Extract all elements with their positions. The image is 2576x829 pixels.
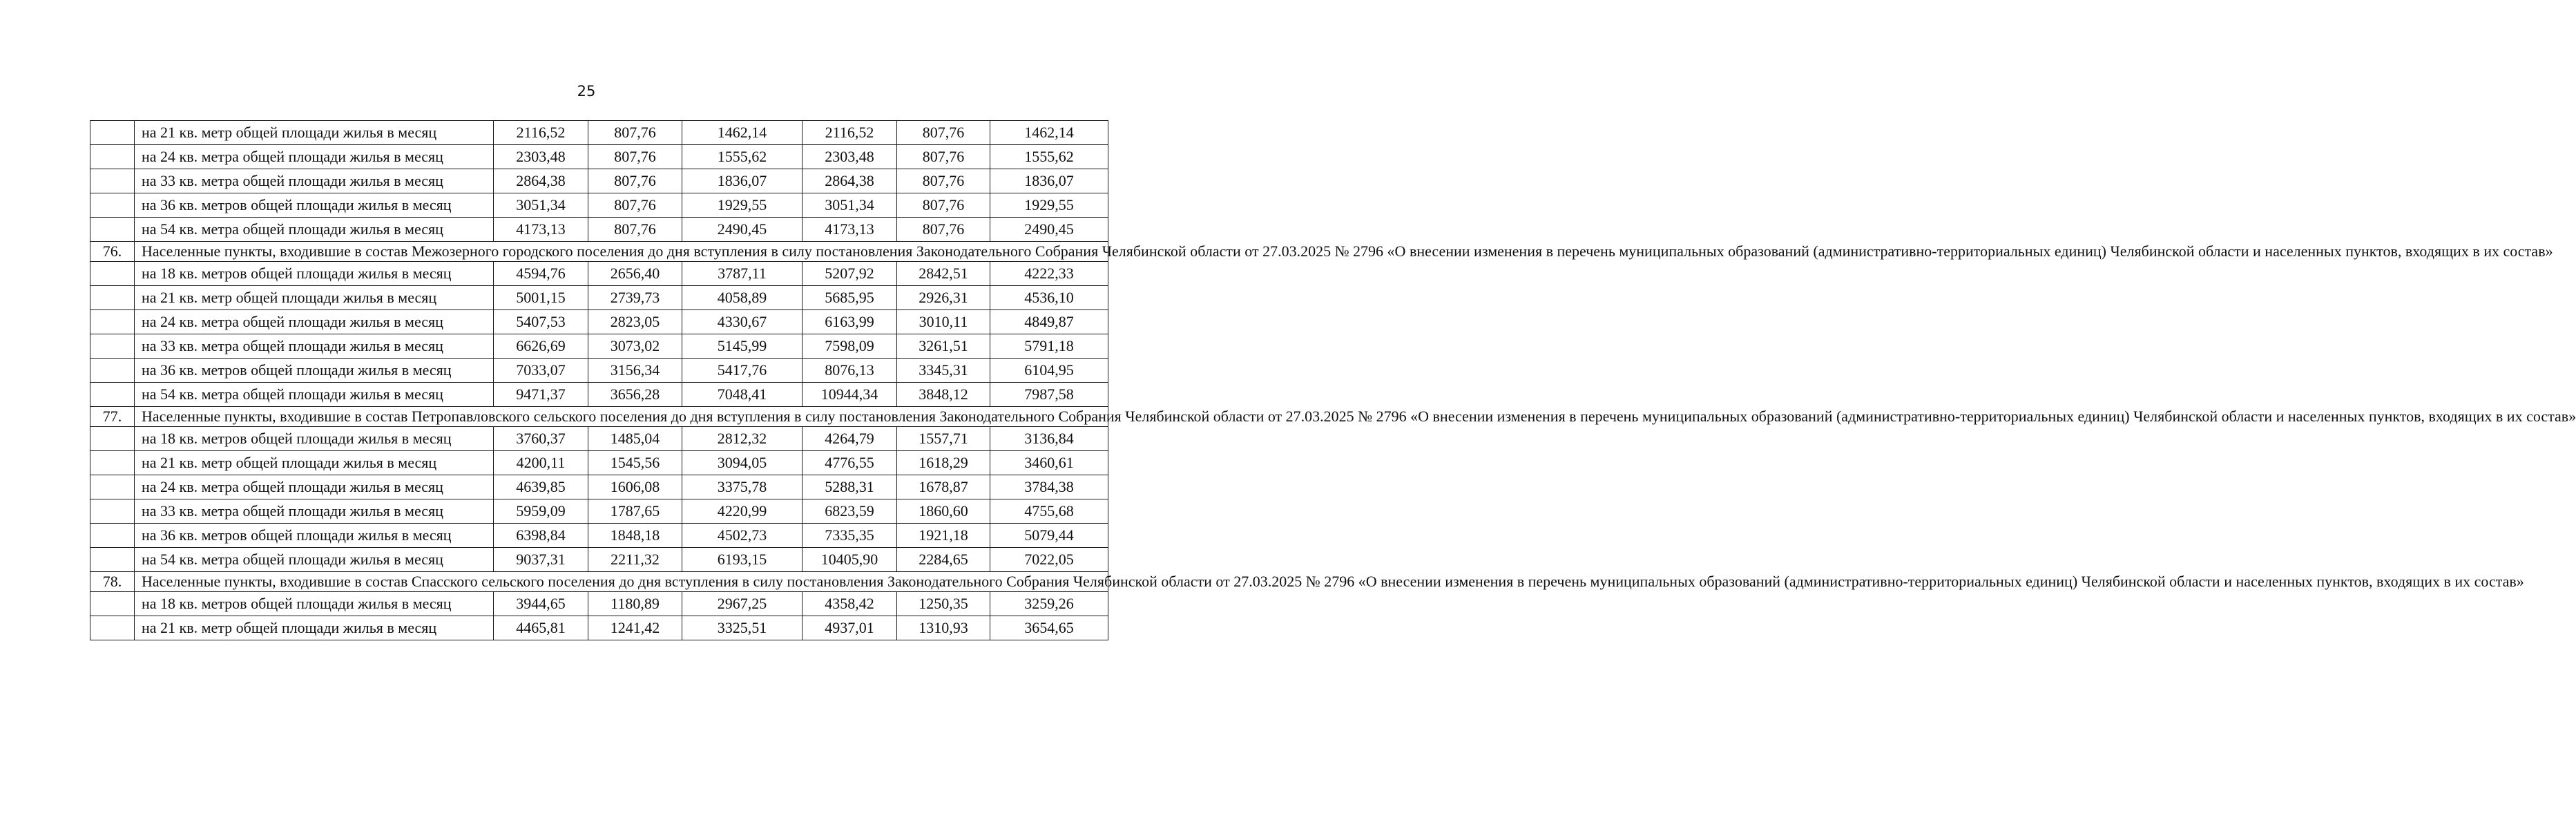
value-cell: 7048,41 xyxy=(682,383,802,407)
tariff-table xyxy=(90,120,2576,640)
row-label: на 54 кв. метра общей площади жилья в месяц xyxy=(135,218,494,242)
row-label: на 33 кв. метра общей площади жилья в месяц xyxy=(135,169,494,193)
value-cell: 2303,48 xyxy=(494,145,588,169)
row-label: на 36 кв. метров общей площади жилья в месяц xyxy=(135,359,494,383)
value-cell: 5001,15 xyxy=(494,286,588,310)
value-cell: 2656,40 xyxy=(588,262,682,286)
index-cell-empty xyxy=(90,451,135,475)
index-cell-empty xyxy=(90,193,135,218)
table-row xyxy=(90,499,1108,524)
value-cell: 807,76 xyxy=(588,145,682,169)
value-cell: 5207,92 xyxy=(802,262,897,286)
value-cell: 2864,38 xyxy=(802,169,897,193)
value-cell: 3375,78 xyxy=(682,475,802,499)
index-cell-empty xyxy=(90,475,135,499)
value-cell: 1545,56 xyxy=(588,451,682,475)
row-label: на 54 кв. метра общей площади жилья в месяц xyxy=(135,383,494,407)
index-cell-empty xyxy=(90,310,135,334)
section-index: 77. xyxy=(90,407,135,427)
value-cell: 1557,71 xyxy=(897,427,990,451)
value-cell: 3261,51 xyxy=(897,334,990,359)
value-cell: 6193,15 xyxy=(682,548,802,572)
value-cell: 1310,93 xyxy=(897,616,990,640)
value-cell: 2284,65 xyxy=(897,548,990,572)
value-cell: 2116,52 xyxy=(494,121,588,145)
section-header-row xyxy=(90,242,1108,262)
value-cell: 4849,87 xyxy=(990,310,1108,334)
page-number: 25 xyxy=(577,83,596,99)
value-cell: 2967,25 xyxy=(682,592,802,616)
row-label: на 33 кв. метра общей площади жилья в месяц xyxy=(135,499,494,524)
value-cell: 1836,07 xyxy=(682,169,802,193)
index-cell-empty xyxy=(90,592,135,616)
value-cell: 807,76 xyxy=(588,121,682,145)
value-cell: 2490,45 xyxy=(682,218,802,242)
value-cell: 6626,69 xyxy=(494,334,588,359)
value-cell: 807,76 xyxy=(897,193,990,218)
value-cell: 2490,45 xyxy=(990,218,1108,242)
value-cell: 6163,99 xyxy=(802,310,897,334)
value-cell: 5288,31 xyxy=(802,475,897,499)
table-row xyxy=(90,427,1108,451)
value-cell: 1618,29 xyxy=(897,451,990,475)
row-label: на 33 кв. метра общей площади жилья в месяц xyxy=(135,334,494,359)
value-cell: 2823,05 xyxy=(588,310,682,334)
value-cell: 5685,95 xyxy=(802,286,897,310)
value-cell: 10405,90 xyxy=(802,548,897,572)
row-label: на 18 кв. метров общей площади жилья в месяц xyxy=(135,592,494,616)
table-row xyxy=(90,524,1108,548)
value-cell: 3094,05 xyxy=(682,451,802,475)
value-cell: 3848,12 xyxy=(897,383,990,407)
value-cell: 1180,89 xyxy=(588,592,682,616)
value-cell: 4639,85 xyxy=(494,475,588,499)
value-cell: 4536,10 xyxy=(990,286,1108,310)
value-cell: 3787,11 xyxy=(682,262,802,286)
value-cell: 1241,42 xyxy=(588,616,682,640)
value-cell: 4755,68 xyxy=(990,499,1108,524)
value-cell: 5145,99 xyxy=(682,334,802,359)
section-header-row xyxy=(90,407,1108,427)
index-cell-empty xyxy=(90,145,135,169)
index-cell-empty xyxy=(90,548,135,572)
value-cell: 5407,53 xyxy=(494,310,588,334)
row-label: на 36 кв. метров общей площади жилья в месяц xyxy=(135,193,494,218)
row-label: на 24 кв. метра общей площади жилья в месяц xyxy=(135,310,494,334)
row-label: на 18 кв. метров общей площади жилья в месяц xyxy=(135,262,494,286)
value-cell: 4200,11 xyxy=(494,451,588,475)
value-cell: 3944,65 xyxy=(494,592,588,616)
section-title: Населенные пункты, входившие в состав Межозерного городского поселения до дня вступления в силу постановления Законодательного Собрания Челябинской области от 27.03.2025 № 2796 «О внесении изменения в перечень муниципальных образований (административно-территориальных единиц) Челябинской области и населенных пунктов, входящих в их состав» xyxy=(135,242,1108,262)
value-cell: 2864,38 xyxy=(494,169,588,193)
value-cell: 3460,61 xyxy=(990,451,1108,475)
row-label: на 21 кв. метр общей площади жилья в месяц xyxy=(135,451,494,475)
value-cell: 2926,31 xyxy=(897,286,990,310)
index-cell-empty xyxy=(90,383,135,407)
value-cell: 807,76 xyxy=(897,145,990,169)
index-cell-empty xyxy=(90,499,135,524)
value-cell: 4330,67 xyxy=(682,310,802,334)
index-cell-empty xyxy=(90,286,135,310)
value-cell: 4937,01 xyxy=(802,616,897,640)
value-cell: 7033,07 xyxy=(494,359,588,383)
value-cell: 807,76 xyxy=(588,218,682,242)
value-cell: 1929,55 xyxy=(682,193,802,218)
value-cell: 4220,99 xyxy=(682,499,802,524)
value-cell: 1555,62 xyxy=(682,145,802,169)
table-row xyxy=(90,383,1108,407)
section-index: 76. xyxy=(90,242,135,262)
value-cell: 807,76 xyxy=(588,169,682,193)
index-cell-empty xyxy=(90,359,135,383)
index-cell-empty xyxy=(90,169,135,193)
value-cell: 5079,44 xyxy=(990,524,1108,548)
value-cell: 4358,42 xyxy=(802,592,897,616)
table-row xyxy=(90,548,1108,572)
value-cell: 807,76 xyxy=(897,121,990,145)
value-cell: 1606,08 xyxy=(588,475,682,499)
value-cell: 3051,34 xyxy=(802,193,897,218)
value-cell: 1555,62 xyxy=(990,145,1108,169)
value-cell: 4222,33 xyxy=(990,262,1108,286)
index-cell-empty xyxy=(90,262,135,286)
row-label: на 54 кв. метра общей площади жилья в месяц xyxy=(135,548,494,572)
table-row xyxy=(90,475,1108,499)
value-cell: 5959,09 xyxy=(494,499,588,524)
value-cell: 1921,18 xyxy=(897,524,990,548)
value-cell: 4264,79 xyxy=(802,427,897,451)
value-cell: 807,76 xyxy=(588,193,682,218)
value-cell: 807,76 xyxy=(897,218,990,242)
value-cell: 1836,07 xyxy=(990,169,1108,193)
value-cell: 7022,05 xyxy=(990,548,1108,572)
value-cell: 7335,35 xyxy=(802,524,897,548)
value-cell: 7598,09 xyxy=(802,334,897,359)
value-cell: 10944,34 xyxy=(802,383,897,407)
section-title: Населенные пункты, входившие в состав Петропавловского сельского поселения до дня вступления в силу постановления Законодательного Собрания Челябинской области от 27.03.2025 № 2796 «О внесении изменения в перечень муниципальных образований (административно-территориальных единиц) Челябинской области и населенных пунктов, входящих в их состав» xyxy=(135,407,1108,427)
value-cell: 4502,73 xyxy=(682,524,802,548)
index-cell-empty xyxy=(90,334,135,359)
value-cell: 1462,14 xyxy=(682,121,802,145)
value-cell: 2842,51 xyxy=(897,262,990,286)
table-row xyxy=(90,451,1108,475)
value-cell: 6823,59 xyxy=(802,499,897,524)
value-cell: 8076,13 xyxy=(802,359,897,383)
value-cell: 1462,14 xyxy=(990,121,1108,145)
value-cell: 4058,89 xyxy=(682,286,802,310)
value-cell: 3654,65 xyxy=(990,616,1108,640)
value-cell: 3136,84 xyxy=(990,427,1108,451)
value-cell: 4594,76 xyxy=(494,262,588,286)
value-cell: 3325,51 xyxy=(682,616,802,640)
value-cell: 2303,48 xyxy=(802,145,897,169)
table-row xyxy=(90,310,1108,334)
value-cell: 3784,38 xyxy=(990,475,1108,499)
index-cell-empty xyxy=(90,121,135,145)
value-cell: 9037,31 xyxy=(494,548,588,572)
value-cell: 4173,13 xyxy=(802,218,897,242)
tariff-table-body xyxy=(90,121,2576,640)
section-header-row xyxy=(90,572,1108,592)
index-cell-empty xyxy=(90,616,135,640)
value-cell: 3156,34 xyxy=(588,359,682,383)
value-cell: 4465,81 xyxy=(494,616,588,640)
value-cell: 3010,11 xyxy=(897,310,990,334)
value-cell: 1678,87 xyxy=(897,475,990,499)
value-cell: 1485,04 xyxy=(588,427,682,451)
table-row xyxy=(90,193,1108,218)
row-label: на 24 кв. метра общей площади жилья в месяц xyxy=(135,145,494,169)
value-cell: 6104,95 xyxy=(990,359,1108,383)
value-cell: 1860,60 xyxy=(897,499,990,524)
value-cell: 7987,58 xyxy=(990,383,1108,407)
row-label: на 21 кв. метр общей площади жилья в месяц xyxy=(135,616,494,640)
value-cell: 3760,37 xyxy=(494,427,588,451)
value-cell: 5417,76 xyxy=(682,359,802,383)
table-row xyxy=(90,359,1108,383)
value-cell: 3259,26 xyxy=(990,592,1108,616)
row-label: на 24 кв. метра общей площади жилья в месяц xyxy=(135,475,494,499)
table-row xyxy=(90,286,1108,310)
index-cell-empty xyxy=(90,427,135,451)
value-cell: 3073,02 xyxy=(588,334,682,359)
section-index: 78. xyxy=(90,572,135,592)
value-cell: 2812,32 xyxy=(682,427,802,451)
value-cell: 1250,35 xyxy=(897,592,990,616)
table-row xyxy=(90,169,1108,193)
row-label: на 36 кв. метров общей площади жилья в месяц xyxy=(135,524,494,548)
value-cell: 3345,31 xyxy=(897,359,990,383)
value-cell: 3656,28 xyxy=(588,383,682,407)
value-cell: 6398,84 xyxy=(494,524,588,548)
index-cell-empty xyxy=(90,524,135,548)
value-cell: 807,76 xyxy=(897,169,990,193)
value-cell: 2211,32 xyxy=(588,548,682,572)
table-row xyxy=(90,218,1108,242)
table-row xyxy=(90,262,1108,286)
row-label: на 21 кв. метр общей площади жилья в месяц xyxy=(135,121,494,145)
table-row xyxy=(90,334,1108,359)
value-cell: 9471,37 xyxy=(494,383,588,407)
value-cell: 1929,55 xyxy=(990,193,1108,218)
value-cell: 3051,34 xyxy=(494,193,588,218)
row-label: на 21 кв. метр общей площади жилья в месяц xyxy=(135,286,494,310)
table-row xyxy=(90,616,1108,640)
value-cell: 1848,18 xyxy=(588,524,682,548)
table-row xyxy=(90,592,1108,616)
value-cell: 2116,52 xyxy=(802,121,897,145)
value-cell: 2739,73 xyxy=(588,286,682,310)
section-title: Населенные пункты, входившие в состав Спасского сельского поселения до дня вступления в силу постановления Законодательного Собрания Челябинской области от 27.03.2025 № 2796 «О внесении изменения в перечень муниципальных образований (административно-территориальных единиц) Челябинской области и населенных пунктов, входящих в их состав» xyxy=(135,572,1108,592)
index-cell-empty xyxy=(90,218,135,242)
table-row xyxy=(90,145,1108,169)
value-cell: 4776,55 xyxy=(802,451,897,475)
value-cell: 4173,13 xyxy=(494,218,588,242)
row-label: на 18 кв. метров общей площади жилья в месяц xyxy=(135,427,494,451)
table-row xyxy=(90,121,1108,145)
value-cell: 5791,18 xyxy=(990,334,1108,359)
value-cell: 1787,65 xyxy=(588,499,682,524)
